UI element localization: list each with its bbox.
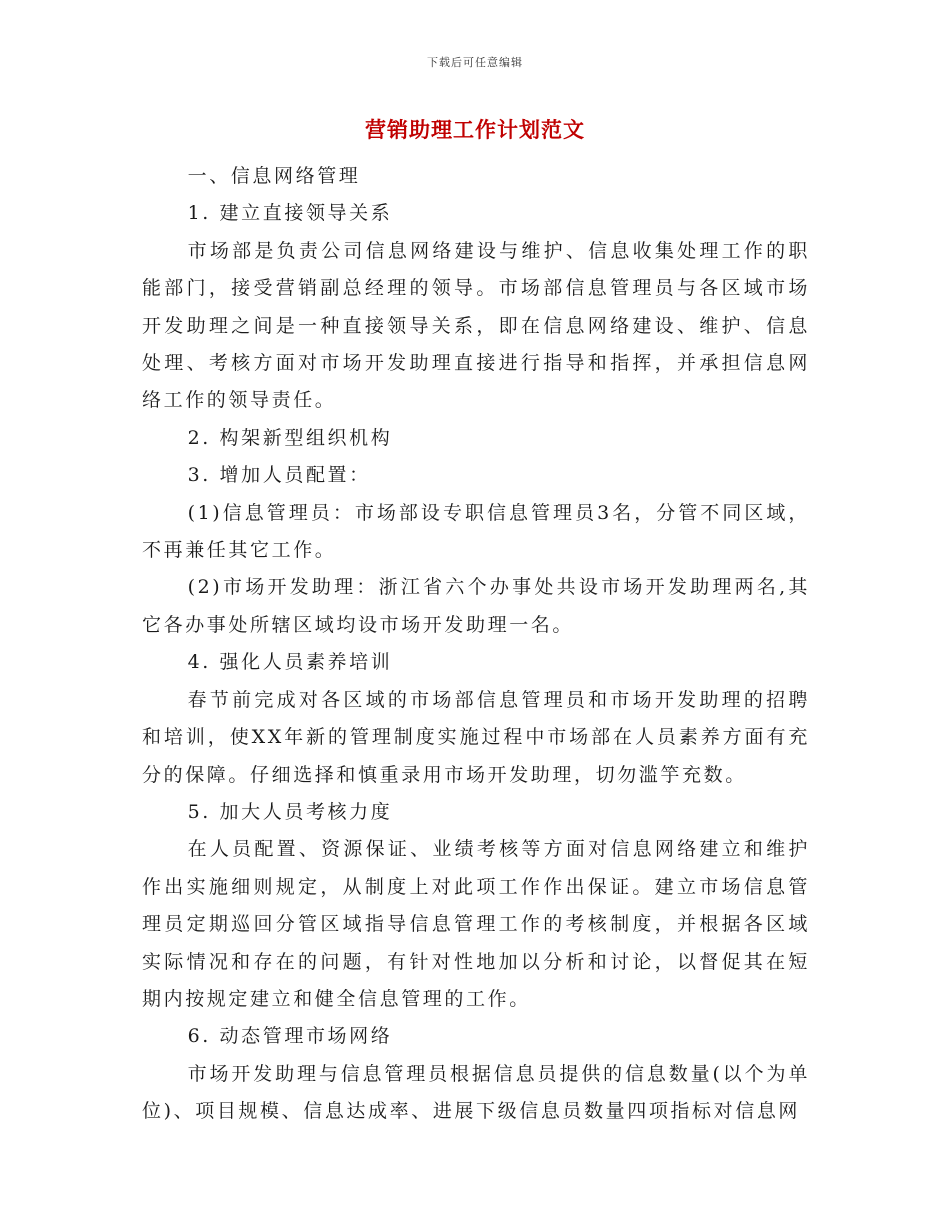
subsection-heading: 2. 构架新型组织机构 — [187, 426, 393, 449]
document-title: 营销助理工作计划范文 — [365, 117, 585, 142]
body-paragraph: (1)信息管理员：市场部设专职信息管理员3名，分管不同区域，不再兼任其它工作。 — [142, 501, 810, 562]
subsection-heading: 3. 增加人员配置： — [187, 464, 371, 487]
document-body — [142, 158, 810, 1131]
body-paragraph: 市场开发助理与信息管理员根据信息员提供的信息数量(以个为单位)、项目规模、信息达成率、进展下级信息员数量四项指标对信息网 — [142, 1062, 810, 1123]
header-note: 下载后可任意编辑 — [427, 56, 523, 69]
section-heading: 一、信息网络管理 — [187, 165, 361, 187]
body-paragraph: (2)市场开发助理：浙江省六个办事处共设市场开发助理两名,其它各办事处所辖区域均设市场开发助理一名。 — [142, 576, 810, 636]
subsection-heading: 6. 动态管理市场网络 — [187, 1025, 393, 1048]
body-paragraph: 市场部是负责公司信息网络建设与维护、信息收集处理工作的职能部门，接受营销副总经理的领导。市场部信息管理员与各区域市场开发助理之间是一种直接领导关系，即在信息网络建设、维护、信息处理、考核方面对市场开发助理直接进行指导和指挥，并承担信息网络工作的领导责任。 — [142, 239, 810, 412]
body-paragraph: 在人员配置、资源保证、业绩考核等方面对信息网络建立和维护作出实施细则规定，从制度上对此项工作作出保证。建立市场信息管理员定期巡回分管区域指导信息管理工作的考核制度，并根据各区域实际情况和存在的问题，有针对性地加以分析和讨论，以督促其在短期内按规定建立和健全信息管理的工作。 — [142, 838, 810, 1010]
body-paragraph: 春节前完成对各区域的市场部信息管理员和市场开发助理的招聘和培训，使XX年新的管理制度实施过程中市场部在人员素养方面有充分的保障。仔细选择和慎重录用市场开发助理，切勿滥竽充数。 — [142, 688, 810, 786]
subsection-heading: 1. 建立直接领导关系 — [187, 202, 393, 225]
subsection-heading: 4. 强化人员素养培训 — [187, 651, 393, 674]
subsection-heading: 5. 加大人员考核力度 — [187, 800, 393, 823]
